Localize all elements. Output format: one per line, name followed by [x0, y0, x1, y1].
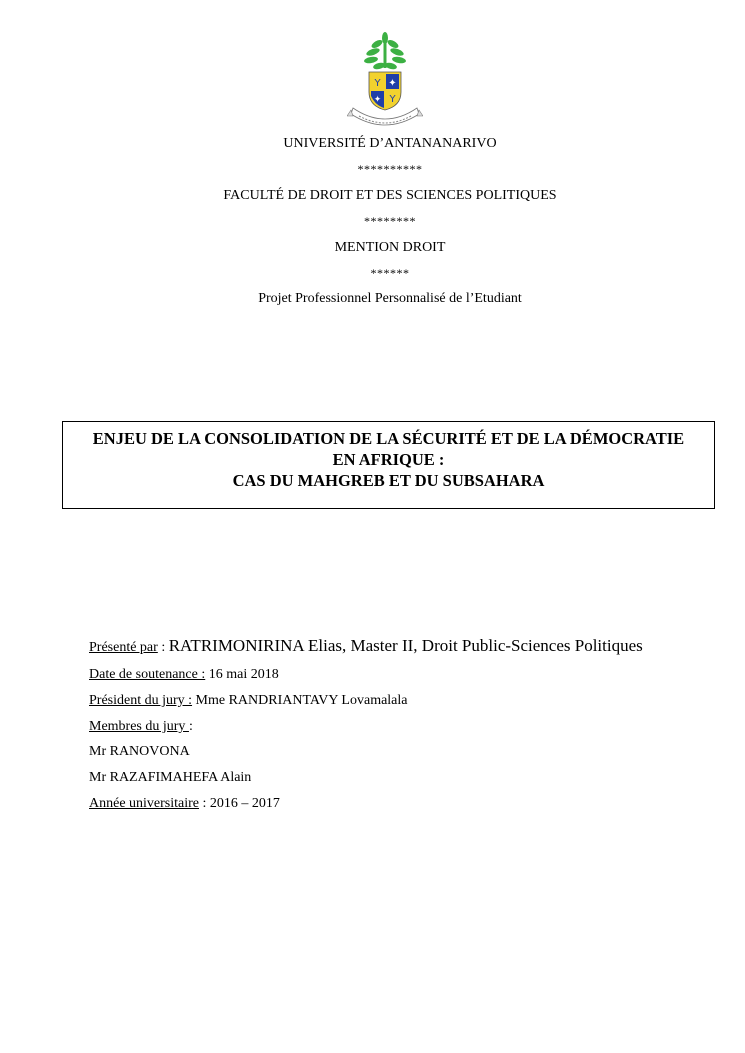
jury-member: Mr RANOVONA: [89, 744, 190, 759]
jury-members-line: [89, 718, 193, 736]
jury-president-line: [89, 692, 408, 710]
defense-date-line: [89, 666, 279, 684]
jury-members-label: Membres du jury: [89, 719, 189, 734]
thesis-title-box: [62, 421, 715, 509]
academic-year-value: : 2016 – 2017: [199, 796, 280, 811]
svg-text:✦: ✦: [373, 95, 382, 105]
academic-year-label: Année universitaire: [89, 796, 200, 811]
thesis-title-line: EN AFRIQUE :: [332, 450, 445, 469]
separator-stars: ********: [364, 214, 416, 228]
presenter-label: Présenté par: [89, 640, 158, 655]
jury-president-value: Mme RANDRIANTAVY Lovamalala: [192, 693, 408, 708]
svg-text:Y: Y: [389, 94, 396, 105]
mention-name: MENTION DROIT: [334, 240, 446, 255]
university-name: UNIVERSITÉ D’ANTANANARIVO: [283, 136, 497, 151]
presenter-separator: :: [157, 640, 169, 655]
academic-year-line: [89, 795, 280, 813]
svg-text:✦: ✦: [388, 78, 397, 89]
thesis-title-line: ENJEU DE LA CONSOLIDATION DE LA SÉCURITÉ ET DE LA DÉMOCRATIE: [92, 429, 685, 448]
project-subtitle: Projet Professionnel Personnalisé de l’Etudiant: [258, 291, 522, 306]
jury-members-separator: :: [188, 719, 193, 734]
thesis-title-line: CAS DU MAHGREB ET DU SUBSAHARA: [232, 471, 545, 490]
university-crest-icon: [347, 30, 423, 134]
jury-president-label: Président du jury :: [89, 693, 193, 708]
jury-member: Mr RAZAFIMAHEFA Alain: [89, 770, 252, 785]
defense-date-label: Date de soutenance :: [89, 667, 206, 682]
separator-stars: ******: [370, 266, 410, 280]
separator-stars: **********: [357, 162, 423, 176]
presenter-value: RATRIMONIRINA Elias, Master II, Droit Public-Sciences Politiques: [168, 636, 643, 655]
presenter-line: [89, 637, 643, 657]
defense-date-value: 16 mai 2018: [205, 667, 279, 682]
faculty-name: FACULTÉ DE DROIT ET DES SCIENCES POLITIQUES: [223, 188, 557, 203]
svg-text:Y: Y: [374, 78, 381, 89]
